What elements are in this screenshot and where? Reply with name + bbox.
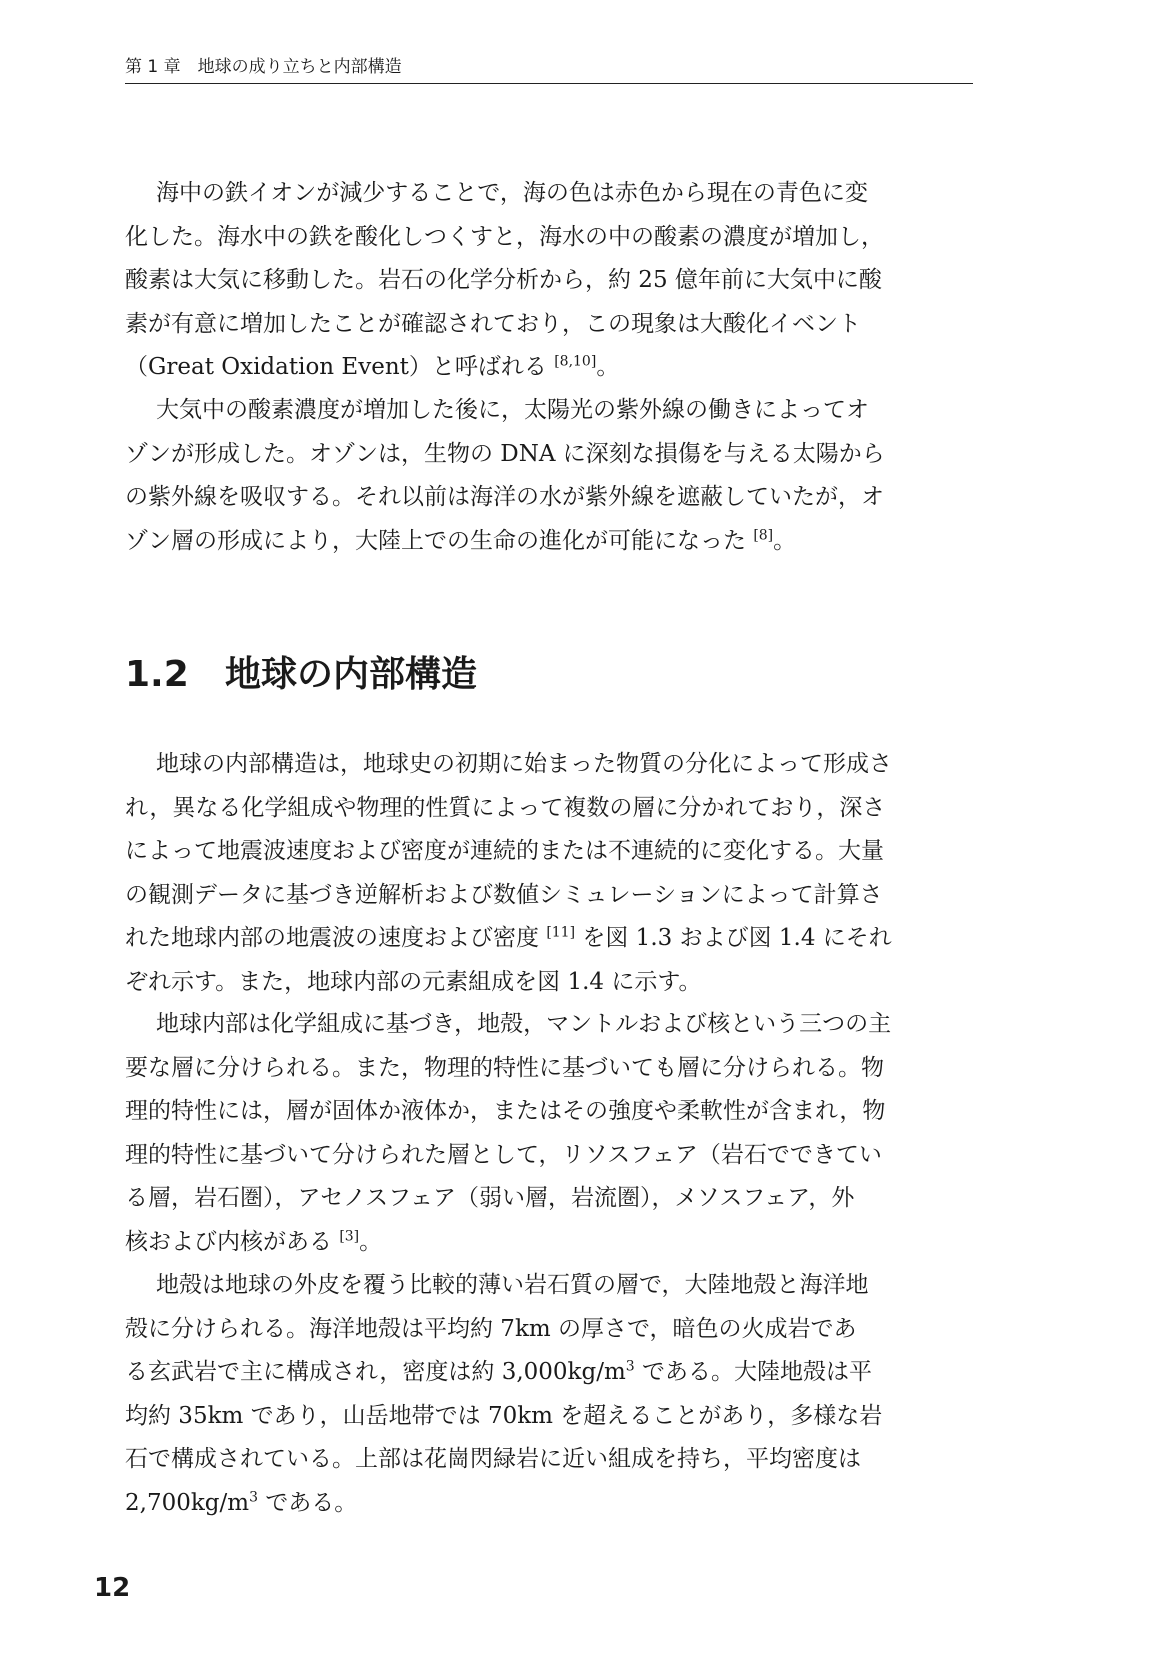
section-heading	[125, 646, 477, 697]
text-line: 地球内部は化学組成に基づき，地殻，マントルおよび核という三つの主	[156, 1011, 892, 1037]
text-fragment: を図 1.3 および図 1.4 にそれ	[575, 925, 892, 951]
superscript: 3	[625, 1358, 635, 1375]
text-line	[125, 346, 973, 390]
text-fragment: 。	[359, 1228, 383, 1255]
text-line	[125, 1482, 973, 1526]
text-line: る層，岩石圏），アセノスフェア（弱い層，岩流圏），メソスフェア，外	[125, 1185, 855, 1211]
text-line: 殻に分けられる。海洋地殻は平均約 7km の厚さで，暗色の火成岩であ	[125, 1315, 857, 1342]
paragraph-crust	[125, 1264, 973, 1525]
text-line	[125, 1351, 973, 1395]
citation-ref: [8,10]	[554, 353, 597, 370]
paragraph-layers	[125, 1003, 973, 1264]
section-title: 地球の内部構造	[225, 654, 478, 695]
text-line: の紫外線を吸収する。それ以前は海洋の水が紫外線を遮蔽していたが，オ	[125, 484, 884, 510]
text-line: ゾンが形成した。オゾンは，生物の DNA に深刻な損傷を与える太陽から	[125, 440, 885, 467]
text-line: 海中の鉄イオンが減少することで，海の色は赤色から現在の青色に変	[156, 180, 868, 206]
text-line: 理的特性には，層が固体か液体か，またはその強度や柔軟性が含まれ，物	[125, 1098, 886, 1124]
text-fragment: 。	[773, 527, 797, 554]
text-line: ぞれ示す。また，地球内部の元素組成を図 1.4 に示す。	[125, 968, 702, 995]
text-line: によって地震波速度および密度が連続的または不連続的に変化する。大量	[125, 838, 884, 864]
text-line: 酸素は大気に移動した。岩石の化学分析から，約 25 億年前に大気中に酸	[125, 267, 882, 293]
text-line: 地球の内部構造は，地球史の初期に始まった物質の分化によって形成さ	[156, 751, 892, 777]
text-line: 化した。海水中の鉄を酸化しつくすと，海水の中の酸素の濃度が増加し，	[125, 223, 884, 250]
text-fragment: 核および内核がある	[125, 1228, 340, 1255]
text-line	[125, 917, 973, 961]
superscript: 3	[249, 1488, 258, 1505]
text-line: 均約 35km であり，山岳地帯では 70km を超えることがあり，多様な岩	[125, 1402, 883, 1429]
paragraph-ozone	[125, 389, 973, 563]
text-line: の観測データに基づき逆解析および数値シミュレーションによって計算さ	[125, 881, 883, 908]
text-fragment: ゾン層の形成により，大陸上での生命の進化が可能になった	[125, 527, 754, 554]
text-line: 要な層に分けられる。また，物理的特性に基づいても層に分けられる。物	[125, 1054, 884, 1081]
text-fragment: れた地球内部の地震波の速度および密度	[125, 925, 547, 951]
text-fragment: る玄武岩で主に構成され，密度は約 3,000kg/m	[125, 1359, 626, 1385]
page-number: 12	[94, 1573, 131, 1603]
text-line: 素が有意に増加したことが確認されており，この現象は大酸化イベント	[125, 310, 861, 337]
text-line	[125, 1221, 973, 1265]
citation-ref: [11]	[546, 924, 576, 941]
text-fragment: 。	[596, 354, 620, 380]
citation-ref: [8]	[753, 526, 774, 543]
paragraph-great-oxidation	[125, 172, 973, 390]
text-line: 理的特性に基づいて分けられた層として，リソスフェア（岩石でできてい	[125, 1141, 882, 1168]
text-fragment: である。大陸地殻は平	[634, 1359, 872, 1385]
text-line: 地殻は地球の外皮を覆う比較的薄い岩石質の層で，大陸地殻と海洋地	[156, 1272, 869, 1298]
text-line: れ，異なる化学組成や物理的性質によって複数の層に分かれており，深さ	[125, 794, 886, 821]
running-header-title: 第 1 章 地球の成り立ちと内部構造	[125, 57, 402, 77]
section-number: 1.2	[125, 654, 189, 695]
text-line: 大気中の酸素濃度が増加した後に，太陽光の紫外線の働きによってオ	[156, 397, 869, 423]
text-fragment: 2,700kg/m	[125, 1489, 250, 1516]
text-fragment: である。	[258, 1489, 358, 1516]
paragraph-internal-structure	[125, 743, 973, 1004]
text-line	[125, 520, 973, 564]
text-fragment: （Great Oxidation Event）と呼ばれる	[125, 354, 555, 380]
running-header	[125, 52, 973, 84]
citation-ref: [3]	[339, 1227, 360, 1244]
text-line: 石で構成されている。上部は花崗閃緑岩に近い組成を持ち，平均密度は	[125, 1446, 861, 1472]
